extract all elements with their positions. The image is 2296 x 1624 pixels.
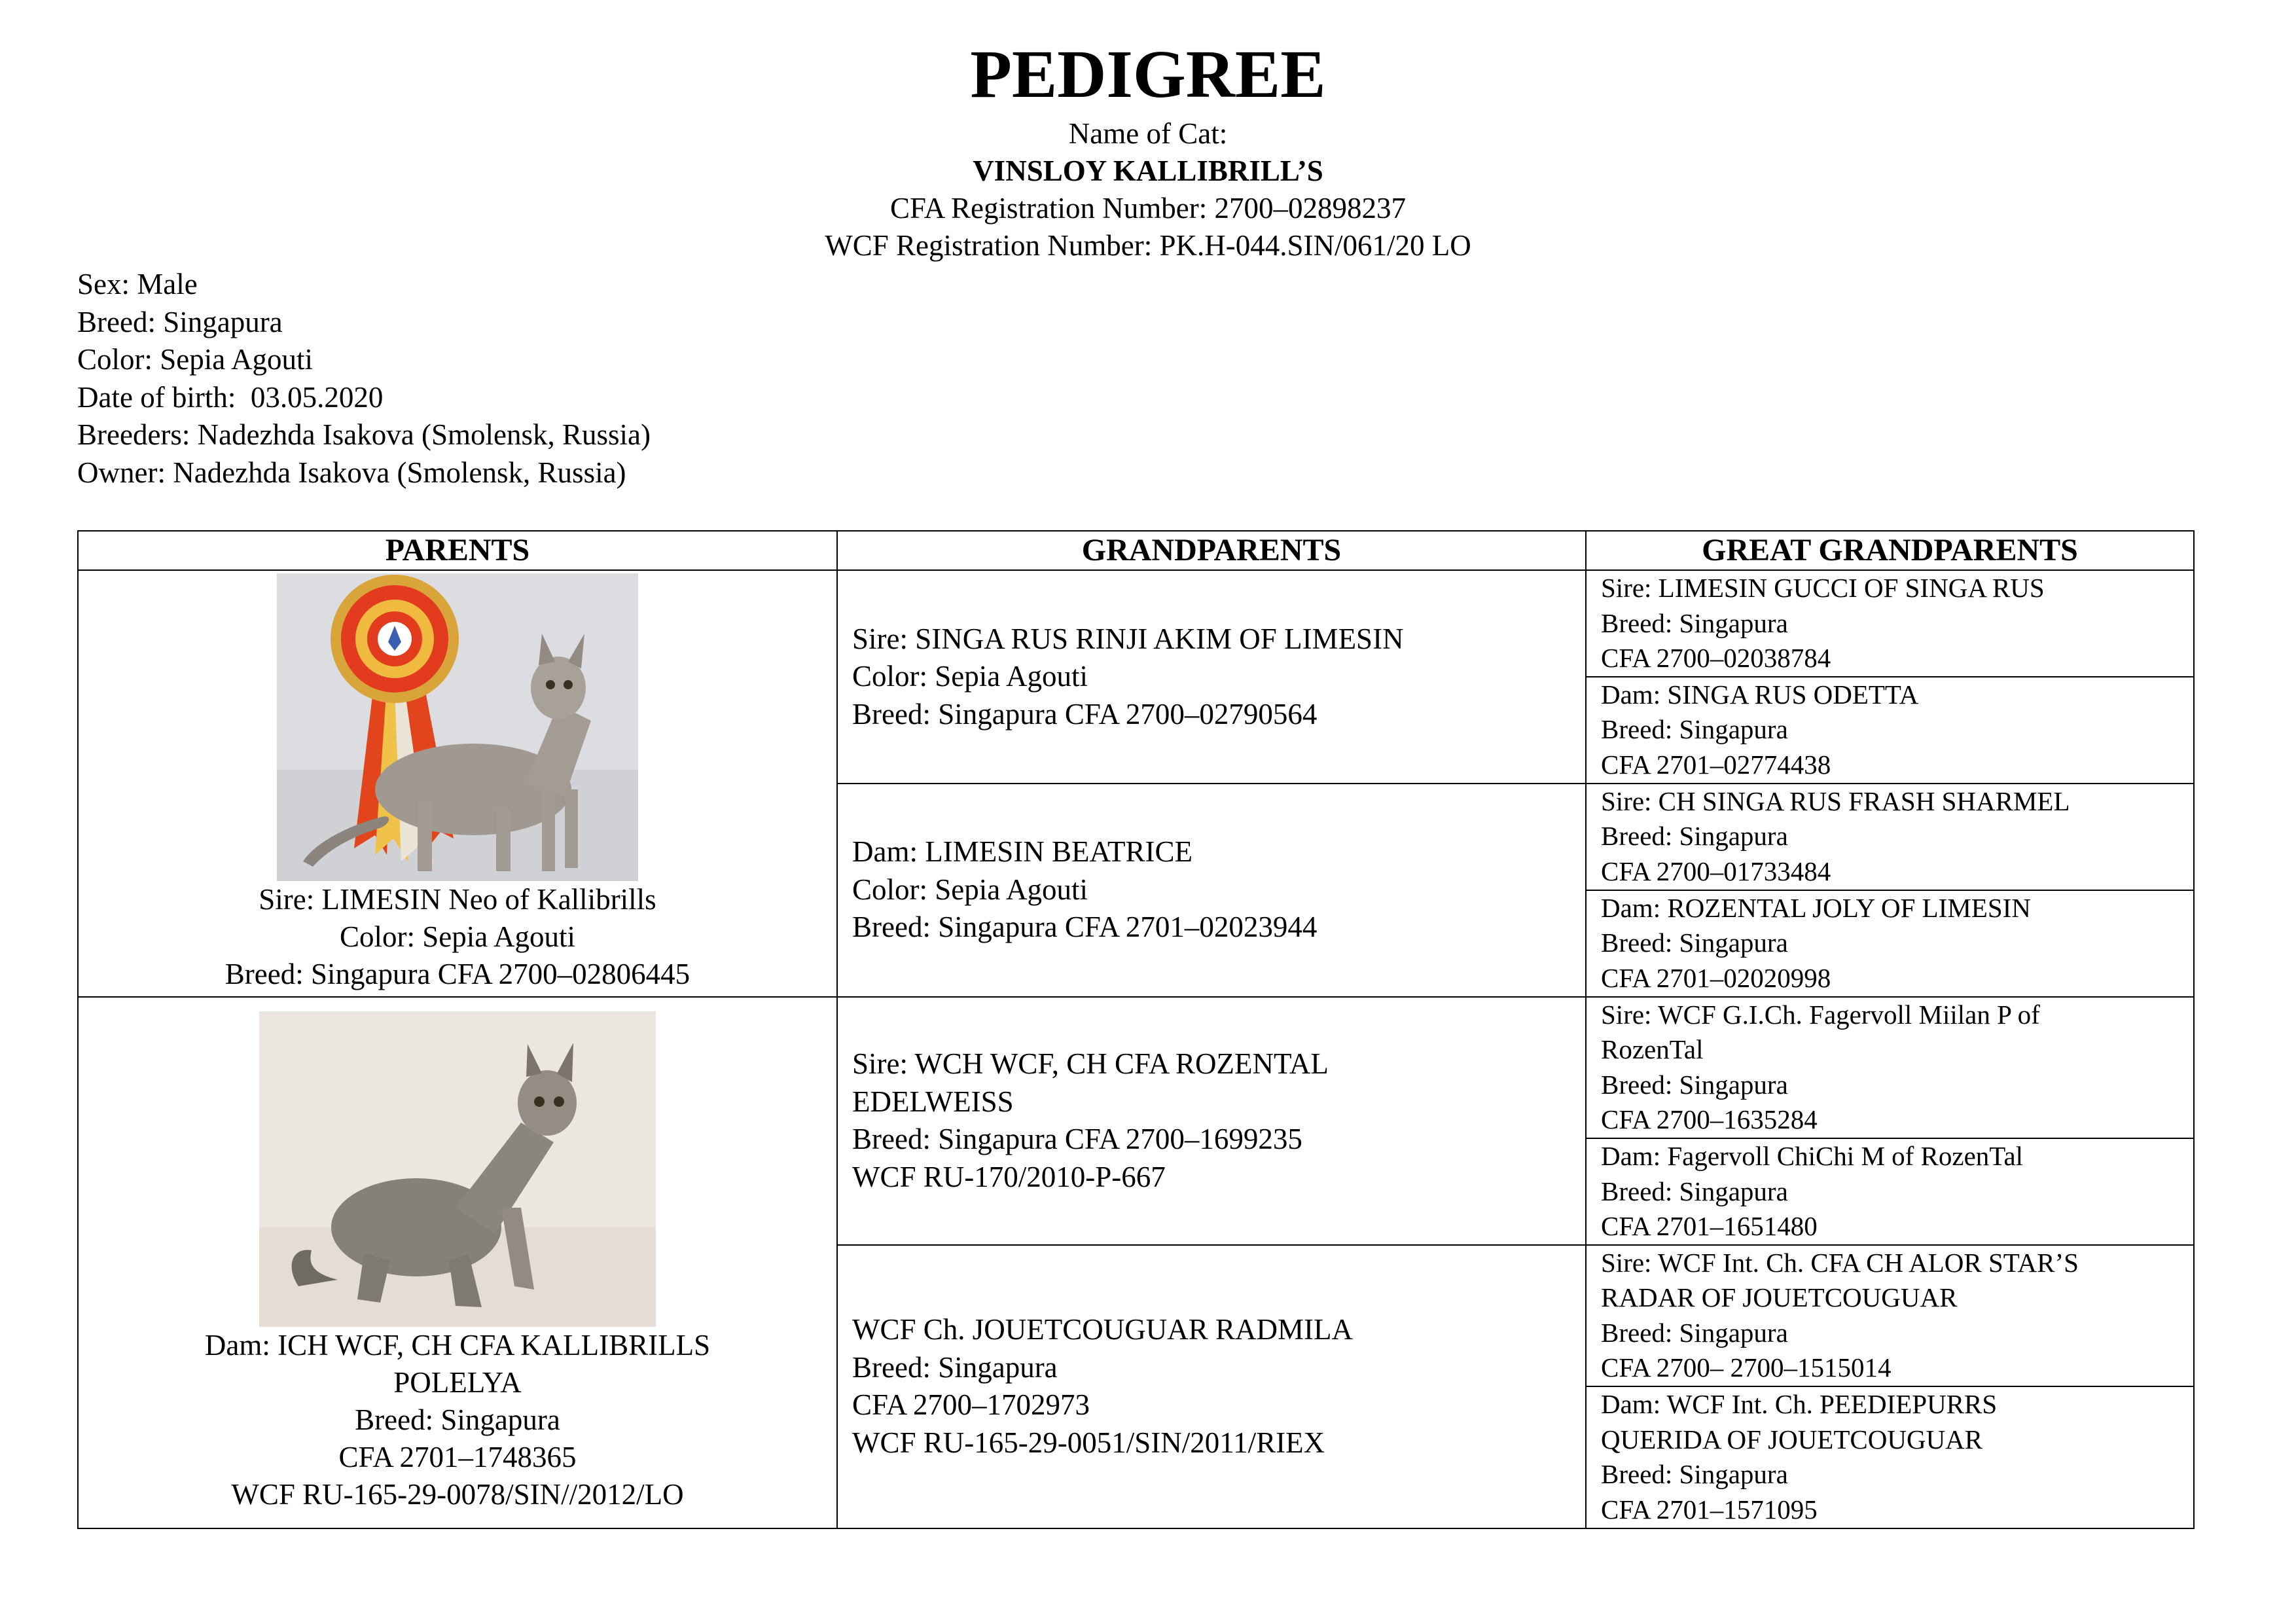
great-grandparent-3-breed: Breed: Singapura xyxy=(1601,821,1788,852)
grandparent-4-wcf: WCF RU-165-29-0051/SIN/2011/RIEX xyxy=(852,1426,1325,1459)
dam-name: Dam: ICH WCF, CH CFA KALLIBRILLS xyxy=(204,1329,711,1362)
cat-name: VINSLOY KALLIBRILL’S xyxy=(973,154,1323,187)
page-title: PEDIGREE xyxy=(970,37,1326,112)
great-grandparent-cell-1 xyxy=(1586,570,2194,677)
dam-cell xyxy=(78,997,837,1529)
grandparent-2-breed: Breed: Singapura CFA 2701–02023944 xyxy=(852,911,1318,944)
great-grandparent-cell-6 xyxy=(1586,1138,2194,1245)
sire-cell xyxy=(78,570,837,997)
great-grandparent-5-name: Sire: WCF G.I.Ch. Fagervoll Miilan P of xyxy=(1601,999,2040,1030)
dob-line: Date of birth: 03.05.2020 xyxy=(77,380,384,414)
grandparent-cell-1 xyxy=(837,570,1586,784)
great-grandparent-6-reg: CFA 2701–1651480 xyxy=(1601,1211,1818,1242)
table-row xyxy=(78,570,2194,677)
grandparent-2-color: Color: Sepia Agouti xyxy=(852,873,1088,906)
grandparent-cell-4 xyxy=(837,1245,1586,1528)
table-row xyxy=(78,997,2194,1139)
great-grandparent-8-breed: Breed: Singapura xyxy=(1601,1459,1788,1490)
name-label: Name of Cat: xyxy=(1068,117,1228,150)
grandparent-2-name: Dam: LIMESIN BEATRICE xyxy=(852,835,1193,869)
sex-line: Sex: Male xyxy=(77,268,198,300)
grandparent-cell-2 xyxy=(837,784,1586,997)
owner-line: Owner: Nadezhda Isakova (Smolensk, Russia) xyxy=(77,456,626,489)
great-grandparent-5-name-cont: RozenTal xyxy=(1601,1034,1704,1064)
great-grandparent-5-breed: Breed: Singapura xyxy=(1601,1069,1788,1100)
grandparent-cell-3 xyxy=(837,997,1586,1245)
great-grandparent-cell-3 xyxy=(1586,784,2194,890)
great-grandparent-2-reg: CFA 2701–02774438 xyxy=(1601,749,1831,780)
header-grandparents: GRANDPARENTS xyxy=(837,531,1586,570)
table-header-row xyxy=(78,531,2194,570)
breeders-line: Breeders: Nadezhda Isakova (Smolensk, Russia) xyxy=(77,418,651,451)
cfa-registration: CFA Registration Number: 2700–02898237 xyxy=(890,192,1406,225)
great-grandparent-8-name: Dam: WCF Int. Ch. PEEDIEPURRS xyxy=(1601,1389,1998,1420)
grandparent-4-cfa: CFA 2700–1702973 xyxy=(852,1388,1090,1422)
dam-wcf: WCF RU-165-29-0078/SIN//2012/LO xyxy=(231,1478,684,1511)
great-grandparent-4-breed: Breed: Singapura xyxy=(1601,928,1788,958)
grandparent-3-name-cont: EDELWEISS xyxy=(852,1085,1014,1118)
great-grandparent-cell-7 xyxy=(1586,1245,2194,1387)
great-grandparent-7-breed: Breed: Singapura xyxy=(1601,1317,1788,1348)
sire-breed: Breed: Singapura CFA 2700–02806445 xyxy=(224,958,691,991)
header-parents: PARENTS xyxy=(78,531,837,570)
great-grandparent-7-reg: CFA 2700– 2700–1515014 xyxy=(1601,1352,1892,1383)
great-grandparent-7-name: Sire: WCF Int. Ch. CFA CH ALOR STAR’S xyxy=(1601,1247,2079,1278)
great-grandparent-1-reg: CFA 2700–02038784 xyxy=(1601,643,1831,673)
grandparent-3-wcf: WCF RU-170/2010-P-667 xyxy=(852,1160,1166,1193)
great-grandparent-4-reg: CFA 2701–02020998 xyxy=(1601,962,1831,993)
dam-photo xyxy=(259,1011,656,1327)
sire-photo xyxy=(277,573,638,881)
dam-breed: Breed: Singapura xyxy=(355,1403,560,1437)
sire-color: Color: Sepia Agouti xyxy=(340,920,575,954)
great-grandparent-cell-4 xyxy=(1586,890,2194,997)
grandparent-1-color: Color: Sepia Agouti xyxy=(852,660,1088,693)
grandparent-3-name: Sire: WCH WCF, CH CFA ROZENTAL xyxy=(852,1047,1329,1081)
great-grandparent-3-name: Sire: CH SINGA RUS FRASH SHARMEL xyxy=(1601,785,2070,816)
document-header xyxy=(0,34,2296,264)
great-grandparent-8-reg: CFA 2701–1571095 xyxy=(1601,1494,1818,1525)
pedigree-table xyxy=(77,530,2195,1529)
header-great-grandparents: GREAT GRANDPARENTS xyxy=(1586,531,2194,570)
grandparent-1-name: Sire: SINGA RUS RINJI AKIM OF LIMESIN xyxy=(852,622,1404,655)
wcf-registration: WCF Registration Number: PK.H-044.SIN/061/20 LO xyxy=(825,229,1471,262)
great-grandparent-2-breed: Breed: Singapura xyxy=(1601,714,1788,745)
great-grandparent-4-name: Dam: ROZENTAL JOLY OF LIMESIN xyxy=(1601,892,2031,923)
great-grandparent-2-name: Dam: SINGA RUS ODETTA xyxy=(1601,679,1919,710)
grandparent-1-breed: Breed: Singapura CFA 2700–02790564 xyxy=(852,697,1318,731)
great-grandparent-7-name-cont: RADAR OF JOUETCOUGUAR xyxy=(1601,1282,1958,1313)
great-grandparent-8-name-cont: QUERIDA OF JOUETCOUGUAR xyxy=(1601,1424,1983,1454)
color-line: Color: Sepia Agouti xyxy=(77,343,313,376)
dam-name-cont: POLELYA xyxy=(393,1366,522,1399)
great-grandparent-cell-2 xyxy=(1586,677,2194,784)
great-grandparent-5-reg: CFA 2700–1635284 xyxy=(1601,1104,1818,1134)
great-grandparent-cell-8 xyxy=(1586,1386,2194,1528)
dam-cfa: CFA 2701–1748365 xyxy=(338,1441,577,1474)
great-grandparent-6-breed: Breed: Singapura xyxy=(1601,1176,1788,1206)
great-grandparent-3-reg: CFA 2700–01733484 xyxy=(1601,856,1831,886)
grandparent-4-name: WCF Ch. JOUETCOUGUAR RADMILA xyxy=(852,1313,1354,1346)
great-grandparent-6-name: Dam: Fagervoll ChiChi M of RozenTal xyxy=(1601,1141,2024,1172)
grandparent-4-breed: Breed: Singapura xyxy=(852,1350,1058,1384)
cat-info xyxy=(77,266,651,492)
grandparent-3-breed: Breed: Singapura CFA 2700–1699235 xyxy=(852,1123,1302,1156)
great-grandparent-cell-5 xyxy=(1586,997,2194,1139)
great-grandparent-1-name: Sire: LIMESIN GUCCI OF SINGA RUS xyxy=(1601,573,2045,603)
breed-line: Breed: Singapura xyxy=(77,305,283,338)
great-grandparent-1-breed: Breed: Singapura xyxy=(1601,607,1788,638)
sire-name: Sire: LIMESIN Neo of Kallibrills xyxy=(259,883,656,916)
